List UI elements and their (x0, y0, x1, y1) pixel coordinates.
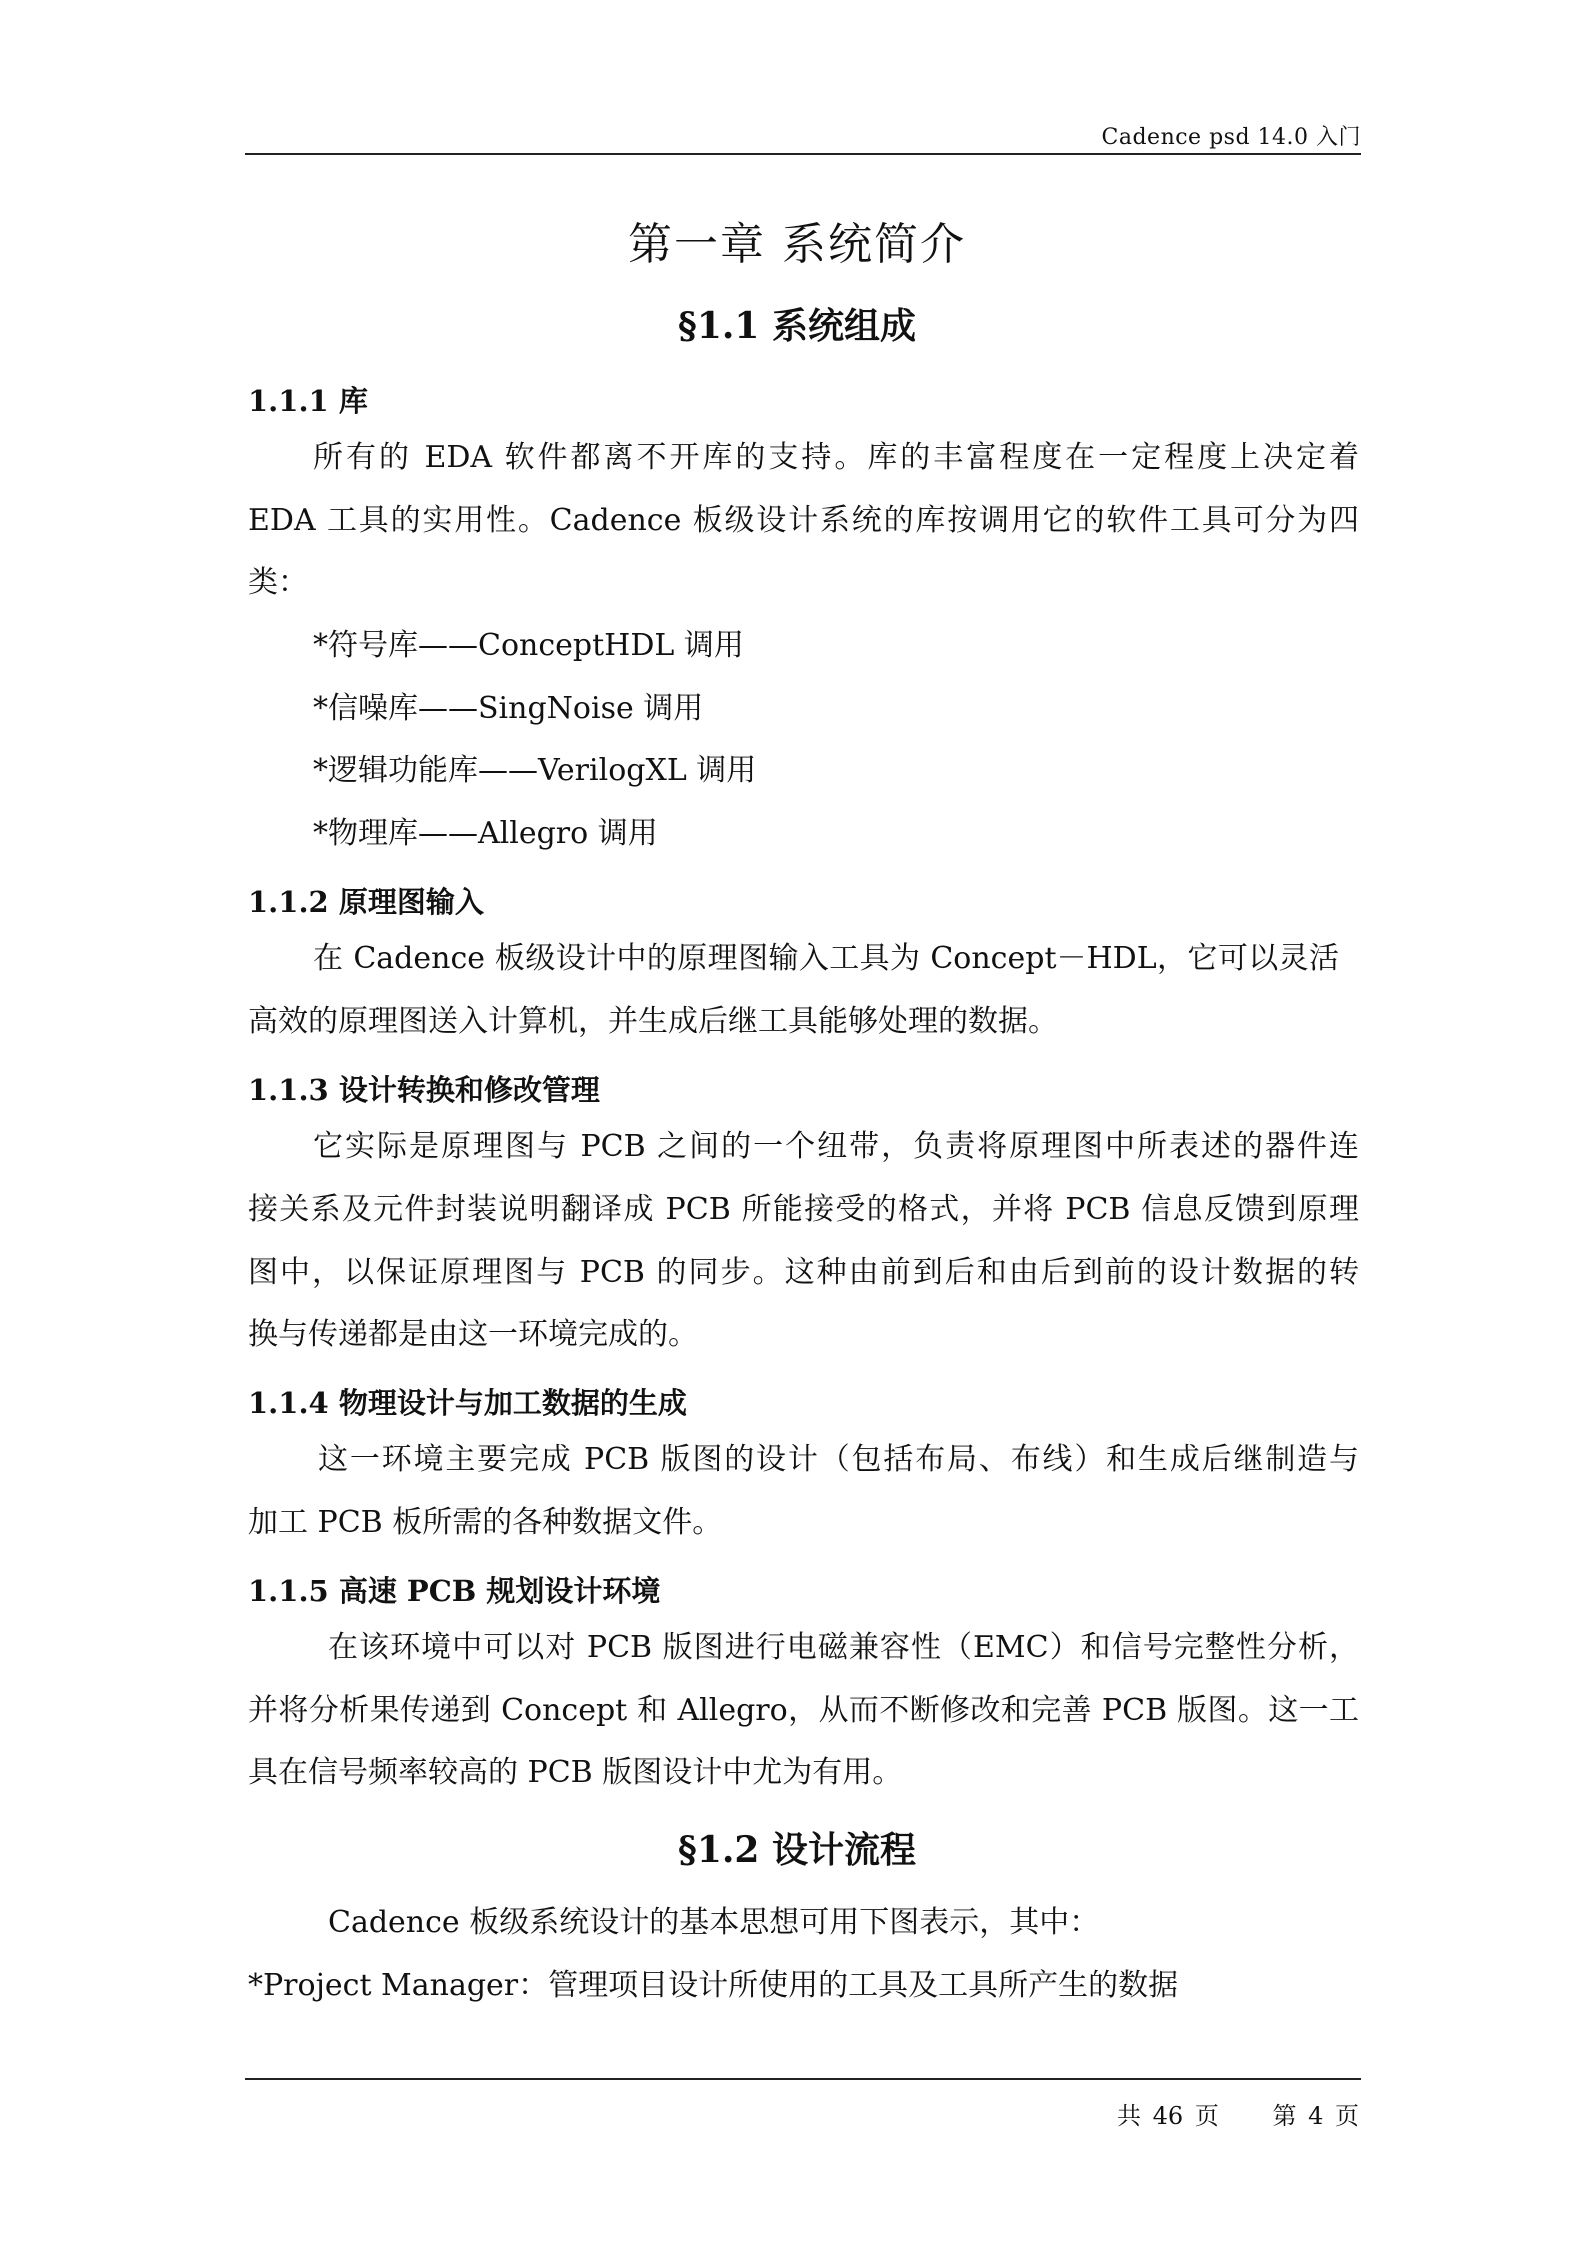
subsection-title-1-1-1: 1.1.1 库 (248, 384, 368, 418)
paragraph-line: 所有的 EDA 软件都离不开库的支持。库的丰富程度在一定程度上决定着 (313, 440, 1359, 475)
paragraph-line: Cadence 板级系统设计的基本思想可用下图表示，其中： (328, 1905, 1100, 1940)
subsection-title-1-1-4: 1.1.4 物理设计与加工数据的生成 (248, 1386, 687, 1420)
section-title-1-1: §1.1 系统组成 (678, 305, 916, 347)
paragraph-line: 换与传递都是由这一环境完成的。 (248, 1317, 698, 1352)
subsection-title-1-1-3: 1.1.3 设计转换和修改管理 (248, 1073, 600, 1107)
section-title-1-2: §1.2 设计流程 (678, 1829, 916, 1871)
total-pages: 共 46 页 (1117, 2102, 1219, 2130)
paragraph-line: 它实际是原理图与 PCB 之间的一个纽带，负责将原理图中所表述的器件连 (313, 1129, 1359, 1164)
footer-rule (245, 2078, 1361, 2080)
paragraph-line: 高效的原理图送入计算机，并生成后继工具能够处理的数据。 (248, 1004, 1058, 1039)
paragraph-line: 在 Cadence 板级设计中的原理图输入工具为 Concept－HDL，它可以灵活 (313, 941, 1339, 976)
paragraph-line: 具在信号频率较高的 PCB 版图设计中尤为有用。 (248, 1755, 903, 1790)
subsection-title-1-1-5: 1.1.5 高速 PCB 规划设计环境 (248, 1574, 661, 1608)
list-item: *信噪库——SingNoise 调用 (313, 691, 704, 726)
list-item: *符号库——ConceptHDL 调用 (313, 628, 744, 663)
paragraph-line: 并将分析果传递到 Concept 和 Allegro，从而不断修改和完善 PCB 版图。这一工 (248, 1693, 1359, 1728)
paragraph-line: 接关系及元件封装说明翻译成 PCB 所能接受的格式，并将 PCB 信息反馈到原理 (248, 1192, 1359, 1227)
paragraph-line: 加工 PCB 板所需的各种数据文件。 (248, 1505, 723, 1540)
current-page: 第 4 页 (1272, 2102, 1359, 2130)
paragraph-line: 在该环境中可以对 PCB 版图进行电磁兼容性（EMC）和信号完整性分析， (328, 1630, 1359, 1665)
paragraph-line: *Project Manager：管理项目设计所使用的工具及工具所产生的数据 (248, 1968, 1179, 2003)
paragraph-line: 图中，以保证原理图与 PCB 的同步。这种由前到后和由后到前的设计数据的转 (248, 1255, 1359, 1290)
list-item: *物理库——Allegro 调用 (313, 816, 658, 851)
header-rule (245, 153, 1361, 155)
chapter-title: 第一章 系统简介 (628, 219, 966, 270)
list-item: *逻辑功能库——VerilogXL 调用 (313, 753, 757, 788)
paragraph-line: 这一环境主要完成 PCB 版图的设计（包括布局、布线）和生成后继制造与 (318, 1442, 1359, 1477)
page-header: Cadence psd 14.0 入门 (1101, 125, 1361, 150)
paragraph-line: 类： (248, 565, 308, 600)
subsection-title-1-1-2: 1.1.2 原理图输入 (248, 885, 484, 919)
page-footer (1117, 2096, 1359, 2131)
paragraph-line: EDA 工具的实用性。Cadence 板级设计系统的库按调用它的软件工具可分为四 (248, 503, 1359, 538)
